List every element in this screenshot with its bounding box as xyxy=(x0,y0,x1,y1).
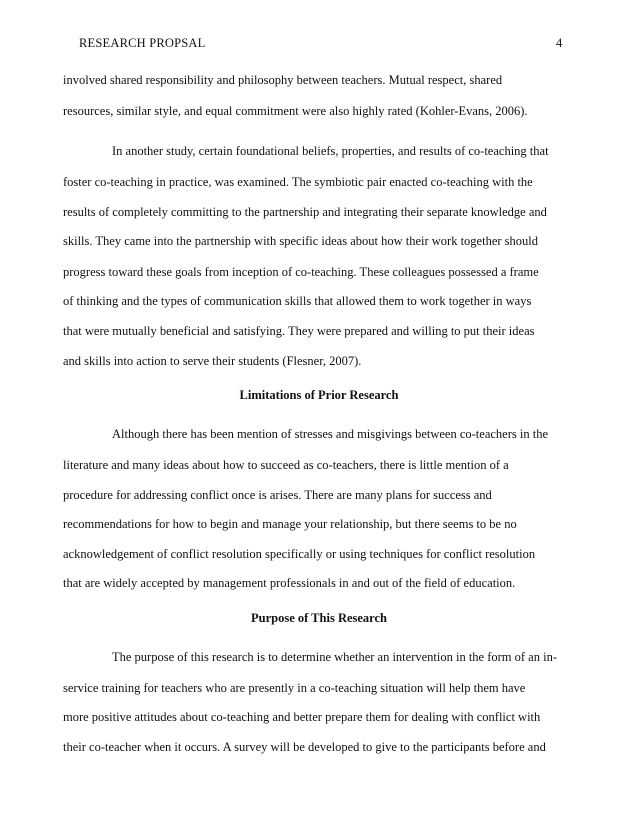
paragraph-2-line: of thinking and the types of communication skills that allowed them to work together in ways xyxy=(63,294,532,308)
section-heading-limitations: Limitations of Prior Research xyxy=(239,388,399,402)
paragraph-4-line: their co-teacher when it occurs. A survey will be developed to give to the participants before and xyxy=(63,740,546,754)
paragraph-2-line: In another study, certain foundational beliefs, properties, and results of co-teaching that xyxy=(112,144,549,158)
paragraph-3-line: that are widely accepted by management professionals in and out of the field of education. xyxy=(63,576,516,590)
paragraph-2-line: and skills into action to serve their students (Flesner, 2007). xyxy=(63,354,362,368)
running-head: RESEARCH PROPSAL xyxy=(79,36,206,50)
paragraph-4-line: service training for teachers who are presently in a co-teaching situation will help them have xyxy=(63,681,526,695)
paragraph-1-line: involved shared responsibility and philosophy between teachers. Mutual respect, shared xyxy=(63,73,503,87)
paragraph-1-line: resources, similar style, and equal commitment were also highly rated (Kohler-Evans, 2006). xyxy=(63,104,528,118)
paragraph-2-line: that were mutually beneficial and satisfying. They were prepared and willing to put their ideas xyxy=(63,324,535,338)
paragraph-3-line: procedure for addressing conflict once is arises. There are many plans for success and xyxy=(63,488,492,502)
paragraph-3-line: Although there has been mention of stresses and misgivings between co-teachers in the xyxy=(112,427,548,441)
paragraph-3-line: acknowledgement of conflict resolution specifically or using techniques for conflict resolution xyxy=(63,547,536,561)
paragraph-2-line: results of completely committing to the partnership and integrating their separate knowledge and xyxy=(63,205,547,219)
paragraph-3-line: literature and many ideas about how to succeed as co-teachers, there is little mention of a xyxy=(63,458,509,472)
paragraph-2-line: progress toward these goals from inception of co-teaching. These colleagues possessed a frame xyxy=(63,265,539,279)
section-heading-purpose: Purpose of This Research xyxy=(251,611,387,625)
paragraph-2-line: skills. They came into the partnership with specific ideas about how their work together should xyxy=(63,234,539,248)
paragraph-2-line: foster co-teaching in practice, was examined. The symbiotic pair enacted co-teaching with the xyxy=(63,175,533,189)
paragraph-4-line: more positive attitudes about co-teaching and better prepare them for dealing with conflict with xyxy=(63,710,541,724)
paragraph-4-line: The purpose of this research is to determine whether an intervention in the form of an in- xyxy=(112,650,557,664)
paragraph-3-line: recommendations for how to begin and manage your relationship, but there seems to be no xyxy=(63,517,517,531)
page-number: 4 xyxy=(556,36,563,50)
